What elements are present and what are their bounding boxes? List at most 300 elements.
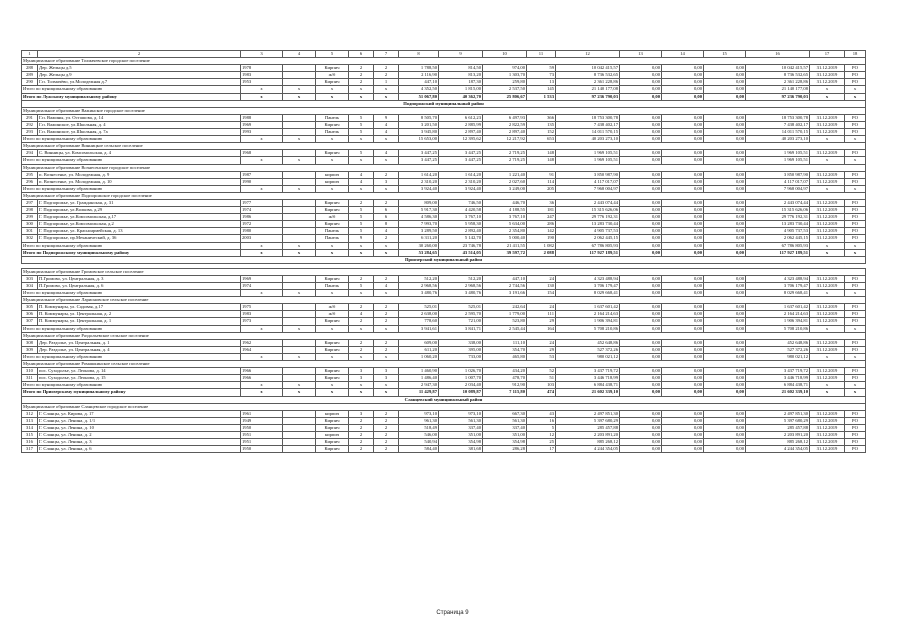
table-cell: 40 203 273,10 bbox=[746, 136, 810, 143]
table-cell: x bbox=[374, 185, 399, 192]
column-number: 16 bbox=[746, 51, 810, 58]
table-cell: x bbox=[241, 389, 283, 396]
table-cell: 0,00 bbox=[704, 275, 746, 282]
table-cell: 1 460,90 bbox=[399, 368, 439, 375]
table-cell: 8 029 668,41 bbox=[556, 290, 620, 297]
table-cell: x bbox=[283, 93, 316, 100]
table-cell: 0,00 bbox=[704, 86, 746, 93]
table-cell: 3 bbox=[349, 368, 374, 375]
table-cell: 2 bbox=[374, 431, 399, 438]
table-cell: 31.12.2019 bbox=[810, 311, 845, 318]
building-row bbox=[22, 410, 866, 417]
table-cell: 31.12.2019 bbox=[810, 235, 845, 242]
table-cell: 0,00 bbox=[704, 389, 746, 396]
table-cell: x bbox=[810, 185, 845, 192]
table-cell: x bbox=[283, 325, 316, 332]
municipality-total-row bbox=[22, 136, 866, 143]
section-title: Муниципальное образование Ромашкинское сельское поселение bbox=[22, 361, 866, 368]
table-cell: 0,00 bbox=[662, 382, 704, 389]
table-cell: 1961 bbox=[241, 410, 283, 417]
table-cell: Панель bbox=[316, 235, 349, 242]
table-cell: 314 bbox=[22, 424, 38, 431]
table-cell: 1 969 105,51 bbox=[556, 150, 620, 157]
table-cell: 1 637 601,42 bbox=[746, 304, 810, 311]
table-cell bbox=[283, 346, 316, 353]
table-cell: 293 bbox=[22, 129, 38, 136]
table-cell: 452 648,86 bbox=[556, 339, 620, 346]
table-cell bbox=[283, 304, 316, 311]
municipality-total-row bbox=[22, 325, 866, 332]
total-label: Итого по муниципальному образованию bbox=[22, 136, 241, 143]
table-cell: 0,00 bbox=[662, 79, 704, 86]
table-cell: 152 bbox=[527, 129, 556, 136]
table-cell: 0,00 bbox=[662, 228, 704, 235]
table-cell: 10 042 415,57 bbox=[746, 65, 810, 72]
table-cell: 0,00 bbox=[662, 410, 704, 417]
building-row bbox=[22, 375, 866, 382]
table-cell: РО bbox=[845, 311, 866, 318]
table-cell: 31.12.2019 bbox=[810, 439, 845, 446]
table-cell: x bbox=[845, 290, 866, 297]
table-cell: 366 bbox=[527, 114, 556, 121]
table-cell: 59 bbox=[527, 65, 556, 72]
table-cell: 0,00 bbox=[704, 93, 746, 100]
table-cell: 0,00 bbox=[704, 325, 746, 332]
table-cell: 13 283 730,44 bbox=[556, 221, 620, 228]
table-cell: РО bbox=[845, 375, 866, 382]
building-row bbox=[22, 65, 866, 72]
table-cell: 103 bbox=[527, 382, 556, 389]
table-cell: 286,28 bbox=[483, 446, 527, 453]
table-cell: 4 bbox=[374, 283, 399, 290]
table-cell: 6 bbox=[374, 207, 399, 214]
table-cell: 0,00 bbox=[662, 304, 704, 311]
section-title: Муниципальное образование Раздольевское сельское поселение bbox=[22, 332, 866, 339]
table-cell: 67 786 805,93 bbox=[556, 242, 620, 249]
table-cell: Г. Сланцы, ул. Ленина, д. 2 bbox=[38, 431, 241, 438]
table-cell: 4 bbox=[374, 129, 399, 136]
table-cell: 1 303,70 bbox=[483, 72, 527, 79]
table-cell: 2 bbox=[374, 311, 399, 318]
table-cell: П.Громово, ул. Центральная, д. 3 bbox=[38, 275, 241, 282]
table-cell: 10 042 415,57 bbox=[556, 65, 620, 72]
table-cell: Г. Подпорожье, ул. Гражданская, д. 31 bbox=[38, 199, 241, 206]
table-cell: x bbox=[810, 382, 845, 389]
building-row bbox=[22, 214, 866, 221]
table-cell: x bbox=[374, 382, 399, 389]
table-cell: x bbox=[241, 249, 283, 256]
table-cell: 0,00 bbox=[662, 389, 704, 396]
table-cell: 4 bbox=[349, 178, 374, 185]
table-cell: 2 bbox=[349, 304, 374, 311]
table-cell: 512,20 bbox=[399, 275, 439, 282]
table-cell: 31.12.2019 bbox=[810, 339, 845, 346]
table-cell: 2 062 445,15 bbox=[556, 235, 620, 242]
table-cell: 0,00 bbox=[704, 339, 746, 346]
table-cell: 0,00 bbox=[620, 290, 662, 297]
table-cell: 561,30 bbox=[483, 417, 527, 424]
table-cell: РО bbox=[845, 65, 866, 72]
table-cell: 525,01 bbox=[399, 304, 439, 311]
table-cell: x bbox=[241, 353, 283, 360]
table-cell: 2 bbox=[374, 318, 399, 325]
table-cell: 2 034,40 bbox=[439, 382, 483, 389]
column-number: 7 bbox=[374, 51, 399, 58]
table-cell: 3 706 179,47 bbox=[556, 283, 620, 290]
table-cell: 242,64 bbox=[483, 304, 527, 311]
table-cell: 13 bbox=[527, 79, 556, 86]
building-row bbox=[22, 221, 866, 228]
table-cell: 25 bbox=[527, 439, 556, 446]
table-cell: 4 bbox=[349, 171, 374, 178]
table-cell: 2 bbox=[374, 171, 399, 178]
table-cell: 14 011 570,15 bbox=[556, 129, 620, 136]
table-cell: 5 bbox=[349, 228, 374, 235]
table-cell: РО bbox=[845, 199, 866, 206]
table-cell: 4 586,30 bbox=[399, 214, 439, 221]
table-cell: Дер. Жельцы д.5 bbox=[38, 65, 241, 72]
table-cell: 2 bbox=[374, 65, 399, 72]
building-row bbox=[22, 304, 866, 311]
total-label: Итого по Лужскому муниципальному району bbox=[22, 93, 241, 100]
table-cell: 297 bbox=[22, 199, 38, 206]
table-cell: 0,00 bbox=[704, 318, 746, 325]
table-cell: 0,00 bbox=[704, 221, 746, 228]
table-cell: 1983 bbox=[241, 72, 283, 79]
table-cell: пос. Суходолье, ул. Леонова, д. 14 bbox=[38, 368, 241, 375]
table-cell: 31.12.2019 bbox=[810, 417, 845, 424]
table-cell: 0,00 bbox=[620, 375, 662, 382]
table-cell: 0,00 bbox=[704, 207, 746, 214]
table-cell: Г.п. Важины, ул. Осташова, д. 14 bbox=[38, 114, 241, 121]
table-cell: 1 906 394,81 bbox=[746, 318, 810, 325]
table-cell: 309 bbox=[22, 346, 38, 353]
table-cell: x bbox=[845, 382, 866, 389]
table-cell: 31.12.2019 bbox=[810, 318, 845, 325]
table-cell: 0,00 bbox=[620, 221, 662, 228]
table-cell: 31.12.2019 bbox=[810, 171, 845, 178]
table-cell: x bbox=[374, 242, 399, 249]
table-cell: 296 bbox=[22, 178, 38, 185]
table-cell: 0,00 bbox=[620, 171, 662, 178]
table-cell: РО bbox=[845, 114, 866, 121]
table-cell: 546,00 bbox=[399, 431, 439, 438]
table-cell: Г. Подпорожье, пр.Механический, д. 36 bbox=[38, 235, 241, 242]
table-cell: 1969 bbox=[241, 121, 283, 128]
column-number: 15 bbox=[704, 51, 746, 58]
table-cell: РО bbox=[845, 221, 866, 228]
table-cell: 15 315 626,06 bbox=[746, 207, 810, 214]
column-number: 17 bbox=[810, 51, 845, 58]
table-cell: 0,00 bbox=[704, 129, 746, 136]
table-cell: x bbox=[374, 136, 399, 143]
table-cell: 1968 bbox=[241, 150, 283, 157]
table-cell: 885 268,12 bbox=[746, 439, 810, 446]
table-cell: 285 457,88 bbox=[556, 424, 620, 431]
table-cell: РО bbox=[845, 171, 866, 178]
section-title: Муниципальное образование Громовское сельское поселение bbox=[22, 268, 866, 275]
table-cell: 4 bbox=[349, 311, 374, 318]
table-cell: 316 bbox=[22, 439, 38, 446]
table-cell: 0,00 bbox=[704, 178, 746, 185]
table-cell bbox=[283, 199, 316, 206]
table-cell: 0,00 bbox=[662, 129, 704, 136]
table-cell: 3 437 719,72 bbox=[746, 368, 810, 375]
table-cell: ж/б bbox=[316, 304, 349, 311]
municipality-section-row bbox=[22, 403, 866, 410]
table-cell: ж/б bbox=[316, 72, 349, 79]
municipality-total-row bbox=[22, 382, 866, 389]
table-cell: x bbox=[845, 93, 866, 100]
table-cell: 434,20 bbox=[483, 368, 527, 375]
register-sheet bbox=[21, 50, 865, 453]
table-cell: 0,00 bbox=[704, 311, 746, 318]
table-cell: 2 bbox=[374, 199, 399, 206]
table-cell: 111 bbox=[527, 311, 556, 318]
table-cell: Г. Подпорожье, ул.Волкова, д.29 bbox=[38, 207, 241, 214]
table-cell: x bbox=[845, 353, 866, 360]
table-cell: Кирпич bbox=[316, 446, 349, 453]
table-cell: 73 bbox=[527, 72, 556, 79]
table-cell: 7 968 004,97 bbox=[746, 185, 810, 192]
table-cell: 31.12.2019 bbox=[810, 304, 845, 311]
table-cell: 721,00 bbox=[439, 318, 483, 325]
table-cell bbox=[283, 410, 316, 417]
table-cell: x bbox=[349, 86, 374, 93]
building-row bbox=[22, 121, 866, 128]
table-cell: x bbox=[374, 249, 399, 256]
table-cell: 2 822,59 bbox=[483, 121, 527, 128]
table-cell: 164 bbox=[527, 325, 556, 332]
table-cell: 3 447,25 bbox=[439, 150, 483, 157]
table-cell: 0,00 bbox=[620, 318, 662, 325]
column-number: 18 bbox=[845, 51, 866, 58]
table-cell: 97 236 790,03 bbox=[746, 93, 810, 100]
table-cell: РО bbox=[845, 417, 866, 424]
table-cell: РО bbox=[845, 121, 866, 128]
table-cell: x bbox=[810, 353, 845, 360]
table-cell: x bbox=[283, 290, 316, 297]
table-cell: ж/б bbox=[316, 311, 349, 318]
table-cell: 285 457,88 bbox=[746, 424, 810, 431]
table-cell: 142 bbox=[527, 228, 556, 235]
table-cell: 0,00 bbox=[620, 382, 662, 389]
district-title: Подпорожский муниципальный район bbox=[22, 100, 866, 107]
table-cell: 29 776 192,31 bbox=[746, 214, 810, 221]
table-cell: 317 bbox=[22, 446, 38, 453]
table-cell: x bbox=[845, 136, 866, 143]
table-cell: x bbox=[241, 86, 283, 93]
table-cell: 25 806,67 bbox=[483, 93, 527, 100]
table-cell: РО bbox=[845, 275, 866, 282]
table-cell bbox=[283, 129, 316, 136]
table-cell: 6 884 438,71 bbox=[556, 382, 620, 389]
table-cell: 18 753 300,78 bbox=[556, 114, 620, 121]
table-cell: x bbox=[810, 290, 845, 297]
table-cell: 2 719,25 bbox=[483, 150, 527, 157]
table-cell: Кирпич bbox=[316, 275, 349, 282]
table-cell: x bbox=[316, 353, 349, 360]
table-cell: x bbox=[316, 93, 349, 100]
table-cell: 313 bbox=[22, 417, 38, 424]
table-cell: Кирпич bbox=[316, 375, 349, 382]
total-label: Итого по муниципальному образованию bbox=[22, 382, 241, 389]
column-number: 4 bbox=[283, 51, 316, 58]
table-cell: Г. Подпорожье, ул.Комсомольская, д.2 bbox=[38, 221, 241, 228]
table-cell: x bbox=[374, 86, 399, 93]
table-cell: 1 788,50 bbox=[399, 65, 439, 72]
table-cell: 2 088 bbox=[527, 249, 556, 256]
table-cell: 2 027,60 bbox=[483, 178, 527, 185]
table-cell: 609,00 bbox=[399, 339, 439, 346]
table-cell: 21 411,55 bbox=[483, 242, 527, 249]
table-cell: 3 767,10 bbox=[439, 214, 483, 221]
table-cell: 2 164 214,63 bbox=[746, 311, 810, 318]
table-cell: x bbox=[845, 242, 866, 249]
table-cell: 295 bbox=[22, 171, 38, 178]
table-cell: 5 bbox=[349, 121, 374, 128]
table-cell: 31.12.2019 bbox=[810, 375, 845, 382]
table-cell: 381,68 bbox=[439, 446, 483, 453]
table-cell: 3 706 179,47 bbox=[746, 283, 810, 290]
table-cell: С. Винницы, ул. Комсомольская, д. 4 bbox=[38, 150, 241, 157]
table-cell: 3 bbox=[349, 375, 374, 382]
table-cell: 9 bbox=[374, 114, 399, 121]
table-cell: 1988 bbox=[241, 114, 283, 121]
municipality-section-row bbox=[22, 361, 866, 368]
table-cell: 0,00 bbox=[620, 185, 662, 192]
table-cell: x bbox=[349, 93, 374, 100]
table-cell: 2 164 214,63 bbox=[556, 311, 620, 318]
table-cell: 2 bbox=[374, 72, 399, 79]
table-cell: 31.12.2019 bbox=[810, 410, 845, 417]
table-cell: 0,00 bbox=[662, 353, 704, 360]
table-cell: ж/б bbox=[316, 214, 349, 221]
table-cell: РО bbox=[845, 304, 866, 311]
table-cell: 0,00 bbox=[620, 235, 662, 242]
table-cell: 29 bbox=[527, 318, 556, 325]
table-cell: 2 497 851,30 bbox=[556, 410, 620, 417]
table-cell: 1962 bbox=[241, 339, 283, 346]
table-cell: 205 bbox=[527, 185, 556, 192]
table-cell: 18 753 300,78 bbox=[746, 114, 810, 121]
column-number-row bbox=[22, 51, 866, 58]
table-cell: x bbox=[349, 136, 374, 143]
table-cell: РО bbox=[845, 346, 866, 353]
table-cell: 12 395,62 bbox=[439, 136, 483, 143]
table-cell: x bbox=[810, 93, 845, 100]
municipality-section-row bbox=[22, 268, 866, 275]
table-cell: 1950 bbox=[241, 446, 283, 453]
table-cell: 3 bbox=[374, 375, 399, 382]
table-cell: x bbox=[810, 249, 845, 256]
table-cell: 5 bbox=[349, 221, 374, 228]
table-cell: 2 bbox=[374, 339, 399, 346]
table-cell: 0,00 bbox=[620, 389, 662, 396]
table-cell: 3 bbox=[349, 410, 374, 417]
table-cell: 30 260,00 bbox=[399, 242, 439, 249]
municipality-section-row bbox=[22, 143, 866, 150]
table-cell: 3 480,76 bbox=[439, 290, 483, 297]
table-cell: 0,00 bbox=[620, 249, 662, 256]
municipality-total-row bbox=[22, 242, 866, 249]
table-cell: Дер. Раздолье, ул. Центральная, д. 1 bbox=[38, 339, 241, 346]
table-cell: 1993 bbox=[241, 129, 283, 136]
table-cell: 53 284,65 bbox=[399, 249, 439, 256]
table-cell: 2 203 891,20 bbox=[556, 431, 620, 438]
table-cell: x bbox=[241, 93, 283, 100]
table-cell: Кирпич bbox=[316, 318, 349, 325]
table-cell: 0,00 bbox=[662, 283, 704, 290]
table-cell: 39 597,72 bbox=[483, 249, 527, 256]
table-cell: 5 397 680,29 bbox=[746, 417, 810, 424]
column-number: 14 bbox=[662, 51, 704, 58]
table-cell: Панель bbox=[316, 114, 349, 121]
table-cell: 351,00 bbox=[483, 431, 527, 438]
building-row bbox=[22, 275, 866, 282]
table-cell: 292 bbox=[22, 121, 38, 128]
table-cell: 1973 bbox=[241, 318, 283, 325]
table-cell: x bbox=[316, 290, 349, 297]
table-cell: кирпич bbox=[316, 178, 349, 185]
table-cell: 135 bbox=[527, 121, 556, 128]
table-cell: 447,10 bbox=[483, 275, 527, 282]
table-cell: 1 486,40 bbox=[399, 375, 439, 382]
table-cell: Кирпич bbox=[316, 368, 349, 375]
table-cell: РО bbox=[845, 368, 866, 375]
table-cell: 2 968,56 bbox=[399, 283, 439, 290]
table-cell: 1953 bbox=[241, 79, 283, 86]
table-cell: 288 bbox=[22, 65, 38, 72]
table-cell: x bbox=[810, 86, 845, 93]
table-cell: 525,01 bbox=[439, 304, 483, 311]
table-cell: п. Вознесенье, ул. Молодежная, д. 9 bbox=[38, 171, 241, 178]
table-cell: 2 bbox=[349, 446, 374, 453]
table-cell: x bbox=[845, 325, 866, 332]
table-cell: 2 bbox=[349, 79, 374, 86]
table-cell: 0,00 bbox=[620, 214, 662, 221]
table-cell: x bbox=[810, 242, 845, 249]
table-cell bbox=[283, 72, 316, 79]
table-cell: 1966 bbox=[241, 375, 283, 382]
table-cell: 2 bbox=[349, 346, 374, 353]
building-row bbox=[22, 114, 866, 121]
table-cell: 290 bbox=[22, 79, 38, 86]
municipality-total-row bbox=[22, 290, 866, 297]
table-cell: Г.п. Важинское, ул.Школьная, д. 7а bbox=[38, 129, 241, 136]
table-cell: 0,00 bbox=[620, 129, 662, 136]
table-cell: 31.12.2019 bbox=[810, 368, 845, 375]
table-cell: 0,00 bbox=[662, 375, 704, 382]
table-cell: 0,00 bbox=[662, 86, 704, 93]
table-cell: 5 bbox=[349, 114, 374, 121]
table-cell: 2 bbox=[349, 275, 374, 282]
table-cell: 2 bbox=[374, 417, 399, 424]
table-cell: 12 217,92 bbox=[483, 136, 527, 143]
column-number: 1 bbox=[22, 51, 38, 58]
table-cell: 337,40 bbox=[483, 424, 527, 431]
table-cell: 5 142,70 bbox=[439, 235, 483, 242]
table-cell: 31.12.2019 bbox=[810, 228, 845, 235]
total-label: Итого по Подпорожскому муниципальному району bbox=[22, 249, 241, 256]
table-cell: 0,00 bbox=[704, 375, 746, 382]
table-cell: 0,00 bbox=[662, 171, 704, 178]
table-cell bbox=[283, 275, 316, 282]
table-cell: 31.12.2019 bbox=[810, 275, 845, 282]
table-cell: 0,00 bbox=[620, 150, 662, 157]
table-cell: Кирпич bbox=[316, 439, 349, 446]
table-cell: 3 841,71 bbox=[439, 325, 483, 332]
